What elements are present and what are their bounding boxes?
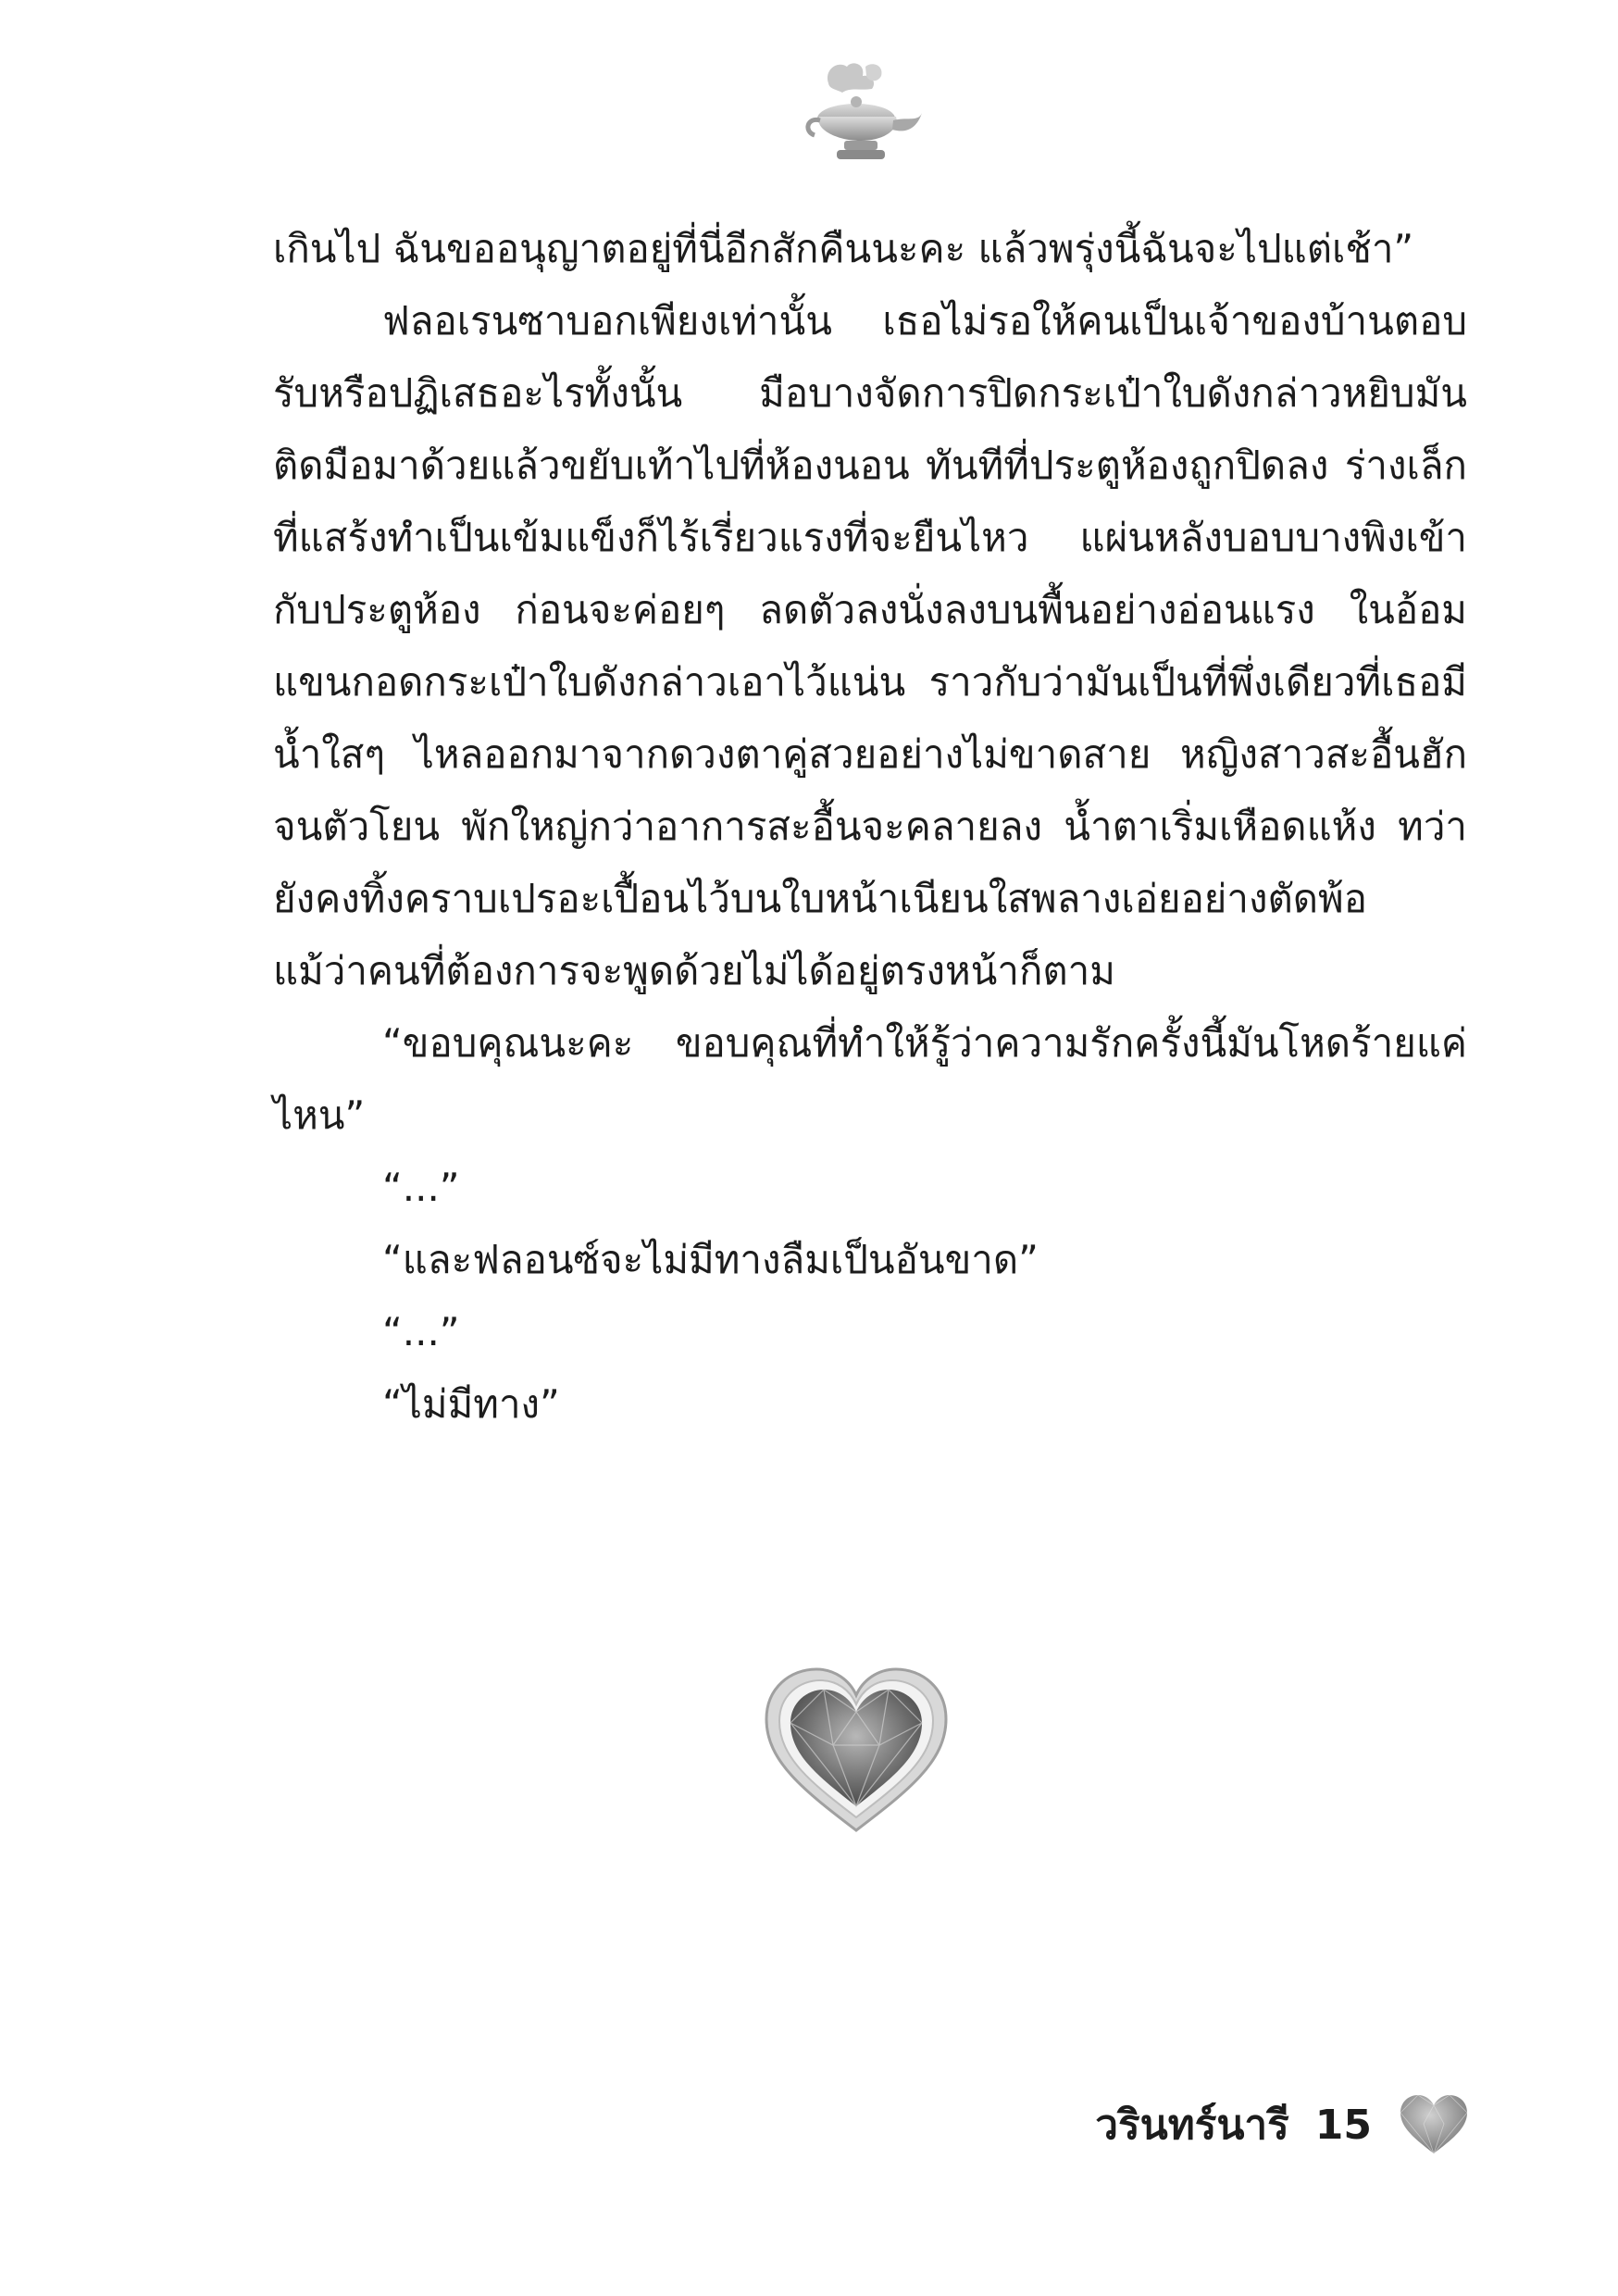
dialog-line: “...” xyxy=(382,1165,460,1210)
dialog-line: “...” xyxy=(382,1309,460,1354)
genie-lamp-icon xyxy=(796,56,926,167)
dialog-line: “ไม่มีทาง” xyxy=(382,1381,560,1427)
paragraph: ฟลอเรนซาบอกเพียงเท่านั้น เธอไม่รอให้คนเป็นเจ้าของบ้านตอบรับหรือปฏิเสธอะไรทั้งนั้น มือบางจัดการปิดกระเป๋าใบดังกล่าวหยิบมันติดมือมาด้วยแล้วขยับเท้าไปที่ห้องนอน ทันทีที่ประตูห้องถูกปิดลง ร่างเล็กที่แสร้งทำเป็นเข้มแข็งก็ไร้เรี่ยวแรงที่จะยืนไหว แผ่นหลังบอบบางพิงเข้ากับประตูห้อง ก่อนจะค่อยๆ ลดตัวลงนั่งลงบนพื้นอย่างอ่อนแรง ในอ้อมแขนกอดกระเป๋าใบดังกล่าวเอาไว้แน่น ราวกับว่ามันเป็นที่พึ่งเดียวที่เธอมี น้ำใสๆ ไหลออกมาจากดวงตาคู่สวยอย่างไม่ขาดสาย หญิงสาวสะอื้นฮักจนตัวโยน พักใหญ่กว่าอาการสะอื้นจะคลายลง น้ำตาเริ่มเหือดแห้ง ทว่ายังคงทิ้งคราบเปรอะเปื้อนไว้บนใบหน้าเนียนใสพลางเอ่ยอย่างตัดพ้อ แม้ว่าคนที่ต้องการจะพูดด้วยไม่ได้อยู่ตรงหน้าก็ตาม xyxy=(273,298,1467,993)
paragraph: เกินไป ฉันขออนุญาตอยู่ที่นี่อีกสักคืนนะคะ แล้วพรุ่งนี้ฉันจะไปแต่เช้า” xyxy=(273,226,1414,271)
dialog-line: “และฟลอนซ์จะไม่มีทางลืมเป็นอันขาด” xyxy=(382,1237,1039,1282)
diamond-heart-pendant-icon xyxy=(759,1662,953,1838)
paragraph: “ขอบคุณนะคะ ขอบคุณที่ทำให้รู้ว่าความรักครั้งนี้มันโหดร้ายแค่ไหน” xyxy=(273,1020,1467,1138)
body-text xyxy=(273,213,1467,1441)
page-footer xyxy=(1095,2092,1470,2157)
page-number: 15 xyxy=(1314,2101,1372,2149)
diamond-heart-icon xyxy=(1398,2092,1470,2157)
book-title: วรินทร์นารี xyxy=(1095,2102,1289,2149)
